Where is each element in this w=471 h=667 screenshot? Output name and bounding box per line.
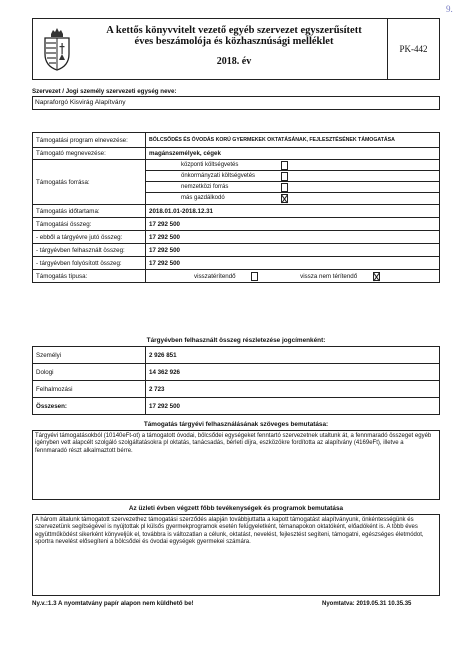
source-other-company-checkbox[interactable] [281,194,288,203]
form-title-block [81,19,387,79]
year-share-value: 17 292 500 [146,231,440,244]
activities-body: A három általunk támogatott szervezethez támogatási szerződés alapján továbbjuttatta a kapott támogatást alapítványunk, önkéntességünk és szervezetünk segítségével is nyújtottak pl külsős gyermekprogramok esetén felügyeletként, témanapokon oktatóként, előadóként is. A több éves együttműködést sikerként könyveljük el, továbbra is változatlan a célunk, oktatást, nevelést, fejlesztést segíteni, támogatni, egészséges életmódot, sportra nevelést elősegíteni a bölcsődei és óvodai egységek gyermekei számára. [32,514,440,596]
breakdown-table [32,346,440,415]
org-label: Szervezet / Jogi személy szervezeti egység neve: [32,88,177,95]
total-label: Támogatási összeg: [33,218,146,231]
source-label: Támogatás forrása: [33,160,146,205]
duration-label: Támogatás időtartama: [33,205,146,218]
used-label: - tárgyévben felhasznált összeg: [33,244,146,257]
breakdown-material-value: 14 362 926 [146,364,440,381]
breakdown-total-label: Összesen: [33,398,146,415]
paid-value: 17 292 500 [146,257,440,270]
form-code: PK-442 [387,19,439,79]
source-central-checkbox[interactable] [281,161,288,170]
breakdown-title: Tárgyévben felhasznált összeg részletezése jogcímenként: [146,337,326,344]
type-label: Támogatás típusa: [33,270,146,283]
form-title-line2: éves beszámolója és közhasznúsági melléklet [134,36,334,47]
report-year: 2018. év [216,56,252,67]
breakdown-personal-label: Személyi [33,347,146,364]
source-municipal-checkbox[interactable] [281,172,288,181]
program-value: BÖLCSŐDÉS ÉS ÓVODÁS KORÚ GYERMEKEK OKTATÁSÁNAK, FEJLESZTÉSÉNEK TÁMOGATÁSA [146,133,440,148]
source-option-central: központi költségvetés [146,160,439,171]
source-option-international: nemzetközi forrás [146,182,439,193]
type-refundable-label: visszatérítendő [194,272,236,280]
usage-text-body: Tárgyévi támogatásokból (10140eFt-ot) a támogatott óvodai, bölcsődei egységeket fenntartó szervezetnek utaltunk át, a fennmaradó összeget egyéb igényben vett alapcélt szolgáló szolgáltatásokra pl oktatás, tanácsadás, bérleti díjra, eszközökre fordította az alapítvány (4169eFt), illetve a fennmaradó részt alkalmaztott bérre. [32,430,440,500]
form-header [32,18,440,80]
breakdown-capital-label: Felhalmozási [33,381,146,398]
supporter-label: Támogató megnevezése: [33,148,146,160]
breakdown-total-value: 17 292 500 [146,398,440,415]
support-table [32,132,440,283]
breakdown-material-label: Dologi [33,364,146,381]
footer-print-date: Nyomtatva: 2019.05.31 10.35.35 [322,601,412,607]
source-international-checkbox[interactable] [281,183,288,192]
source-options [146,160,440,205]
supporter-value: magánszemélyek, cégek [146,148,440,160]
year-share-label: - ebből a tárgyévre jutó összeg: [33,231,146,244]
org-name-field: Napraforgó Kisvirág Alapítvány [32,96,440,110]
breakdown-personal-value: 2 926 851 [146,347,440,364]
used-value: 17 292 500 [146,244,440,257]
type-nonrefundable-checkbox[interactable] [373,272,380,281]
total-value: 17 292 500 [146,218,440,231]
paid-label: - tárgyévben folyósított összeg: [33,257,146,270]
hungarian-coat-of-arms-icon [33,19,81,79]
type-refundable-checkbox[interactable] [251,272,258,281]
type-options [146,270,440,283]
form-title-line1: A kettős könyvvitelt vezető egyéb szervezet egyszerűsített [106,25,362,36]
handwritten-page-number: 9. [446,4,453,14]
usage-text-title: Támogatás tárgyévi felhasználásának szöveges bemutatása: [143,421,329,428]
breakdown-capital-value: 2 723 [146,381,440,398]
type-nonrefundable-label: vissza nem térítendő [300,272,358,280]
program-label: Támogatási program elnevezése: [33,133,146,148]
source-option-other-company: más gazdálkodó [146,193,439,204]
activities-title: Az üzleti évben végzett főbb tevékenységek és programok bemutatása [128,505,344,512]
duration-value: 2018.01.01-2018.12.31 [146,205,440,218]
footer-notice: Ny.v.:1.3 A nyomtatvány papír alapon nem küldhető be! [32,600,194,607]
source-option-municipal: önkormányzati költségvetés [146,171,439,182]
